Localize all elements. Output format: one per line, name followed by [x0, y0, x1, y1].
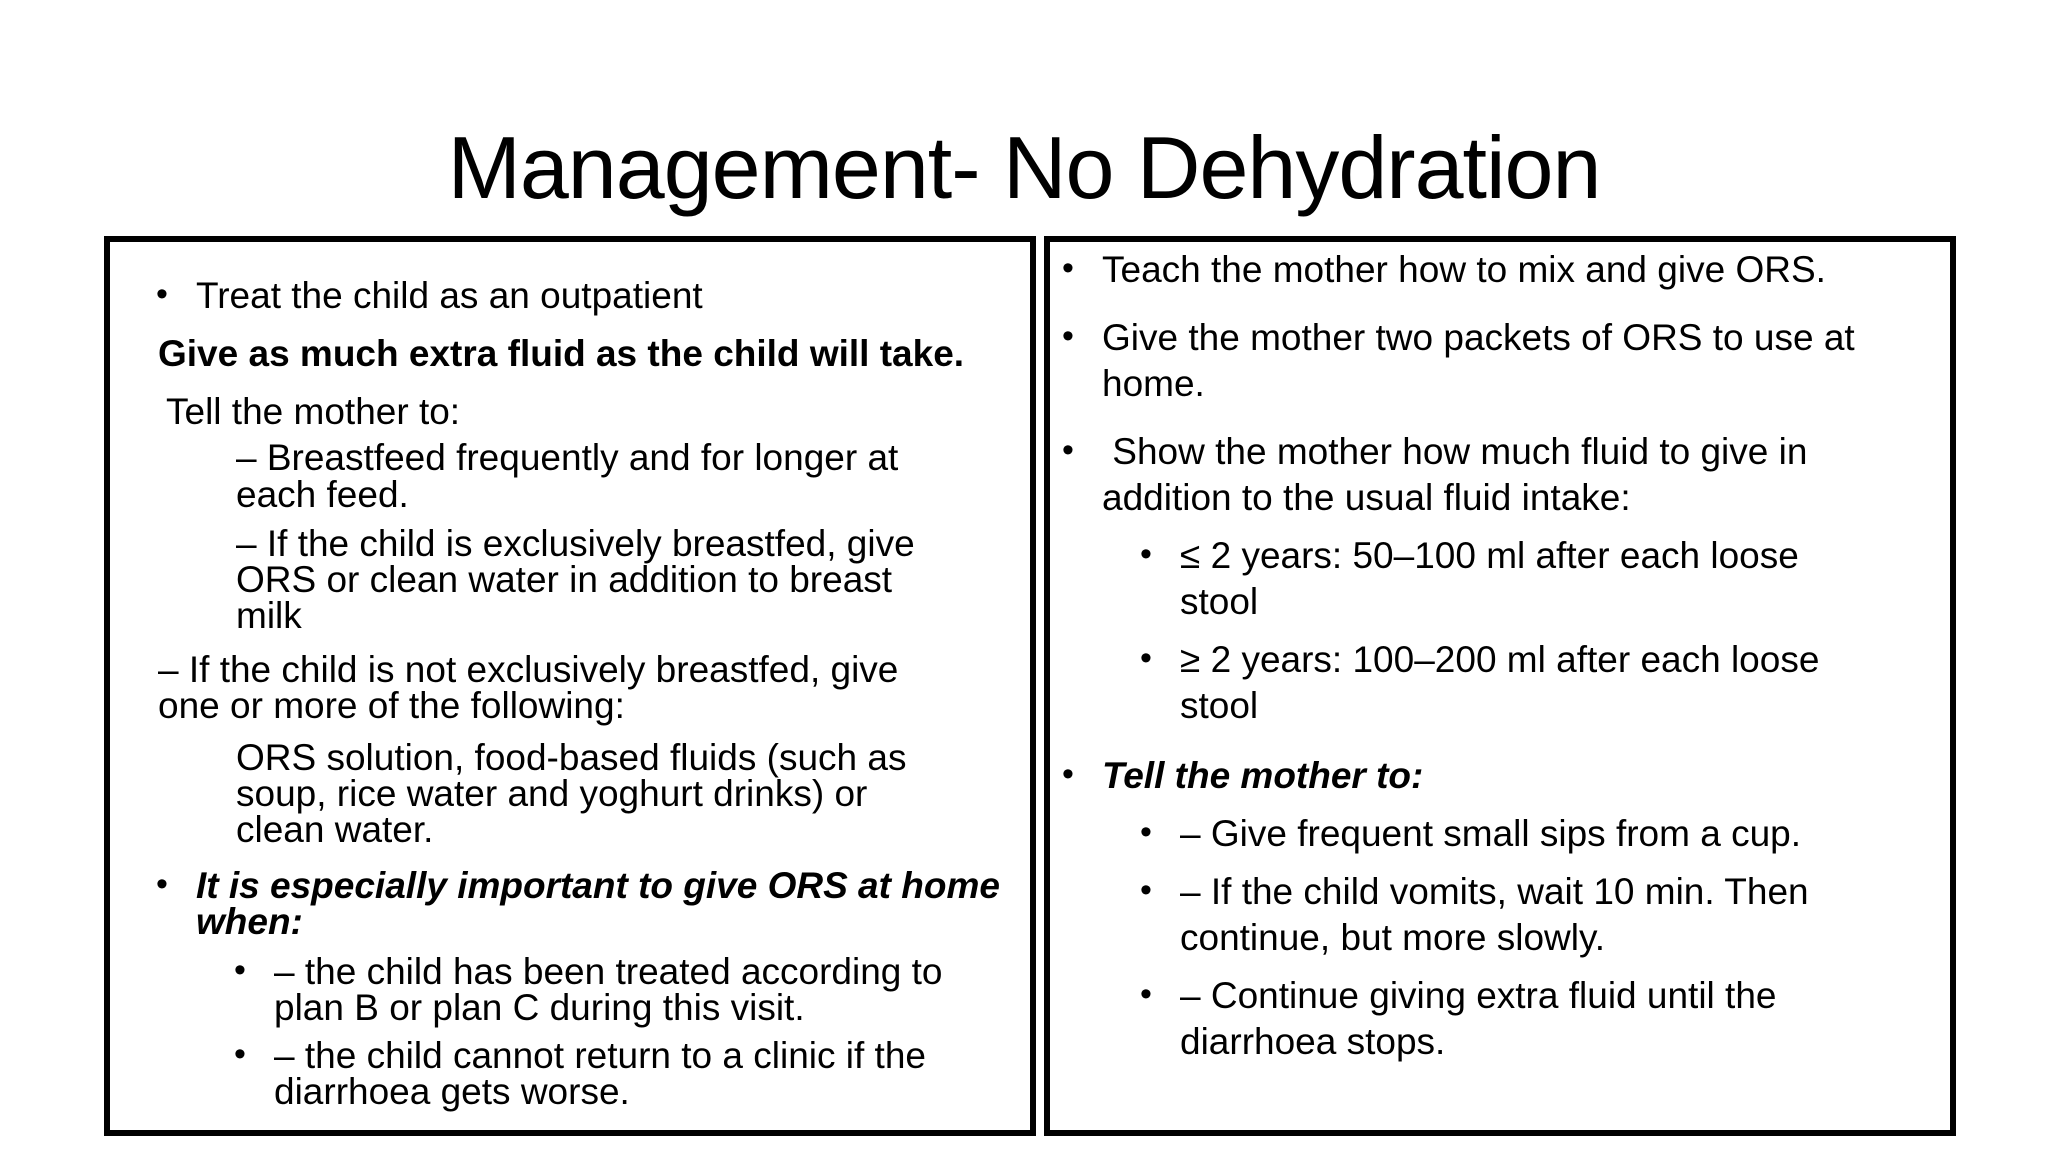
- teach-mother-text: Teach the mother how to mix and give ORS.: [1102, 249, 1826, 290]
- bullet-icon: •: [234, 1035, 246, 1073]
- over-2-line-2: stool: [1180, 685, 1259, 726]
- continue-fluid-line-1: – Continue giving extra fluid until the: [1180, 975, 1777, 1016]
- show-mother-line-1: Show the mother how much fluid to give in: [1102, 431, 1808, 472]
- ors-options-line-2: soup, rice water and yoghurt drinks) or: [236, 773, 868, 814]
- show-mother-line-2: addition to the usual fluid intake:: [1102, 477, 1631, 518]
- breastfeed-line-2: each feed.: [236, 474, 409, 515]
- cannot-return-line-1: – the child cannot return to a clinic if the: [274, 1035, 926, 1076]
- not-exclusive-line-2: one or more of the following:: [158, 685, 625, 726]
- ors-options-line-3: clean water.: [236, 809, 434, 850]
- treat-outpatient-text: Treat the child as an outpatient: [196, 275, 703, 316]
- vomits-line-2: continue, but more slowly.: [1180, 917, 1606, 958]
- small-sips-text: – Give frequent small sips from a cup.: [1180, 813, 1802, 854]
- bullet-icon: •: [1062, 755, 1074, 793]
- exclusive-line-3: milk: [236, 595, 302, 636]
- over-2-line-1: ≥ 2 years: 100–200 ml after each loose: [1180, 639, 1820, 680]
- bullet-icon: •: [156, 275, 168, 313]
- under-2-line-2: stool: [1180, 581, 1259, 622]
- bullet-icon: •: [1140, 975, 1152, 1013]
- packets-line-1: Give the mother two packets of ORS to use at: [1102, 317, 1855, 358]
- tell-mother-heading: Tell the mother to:: [1102, 755, 1424, 796]
- continue-fluid-line-2: diarrhoea stops.: [1180, 1021, 1446, 1062]
- ors-options-line-1: ORS solution, food-based fluids (such as: [236, 737, 907, 778]
- not-exclusive-line-1: – If the child is not exclusively breastfed, give: [158, 649, 899, 690]
- cannot-return-line-2: diarrhoea gets worse.: [274, 1071, 630, 1112]
- important-line-2: when:: [196, 901, 303, 942]
- bullet-icon: •: [1062, 431, 1074, 469]
- tell-mother-label: Tell the mother to:: [166, 391, 461, 432]
- treated-line-1: – the child has been treated according to: [274, 951, 943, 992]
- bullet-icon: •: [234, 951, 246, 989]
- bullet-icon: •: [1140, 535, 1152, 573]
- bullet-icon: •: [1140, 871, 1152, 909]
- bullet-icon: •: [1062, 249, 1074, 287]
- treated-line-2: plan B or plan C during this visit.: [274, 987, 805, 1028]
- important-line-1: It is especially important to give ORS at home: [196, 865, 1000, 906]
- give-fluid-heading: Give as much extra fluid as the child will take.: [158, 333, 965, 374]
- breastfeed-line-1: – Breastfeed frequently and for longer at: [236, 437, 899, 478]
- bullet-icon: •: [1062, 317, 1074, 355]
- under-2-line-1: ≤ 2 years: 50–100 ml after each loose: [1180, 535, 1799, 576]
- bullet-icon: •: [1140, 813, 1152, 851]
- packets-line-2: home.: [1102, 363, 1205, 404]
- bullet-icon: •: [1140, 639, 1152, 677]
- slide-title: Management- No Dehydration: [447, 118, 1601, 217]
- bullet-icon: •: [156, 865, 168, 903]
- exclusive-line-1: – If the child is exclusively breastfed, give: [236, 523, 915, 564]
- vomits-line-1: – If the child vomits, wait 10 min. Then: [1180, 871, 1809, 912]
- exclusive-line-2: ORS or clean water in addition to breast: [236, 559, 893, 600]
